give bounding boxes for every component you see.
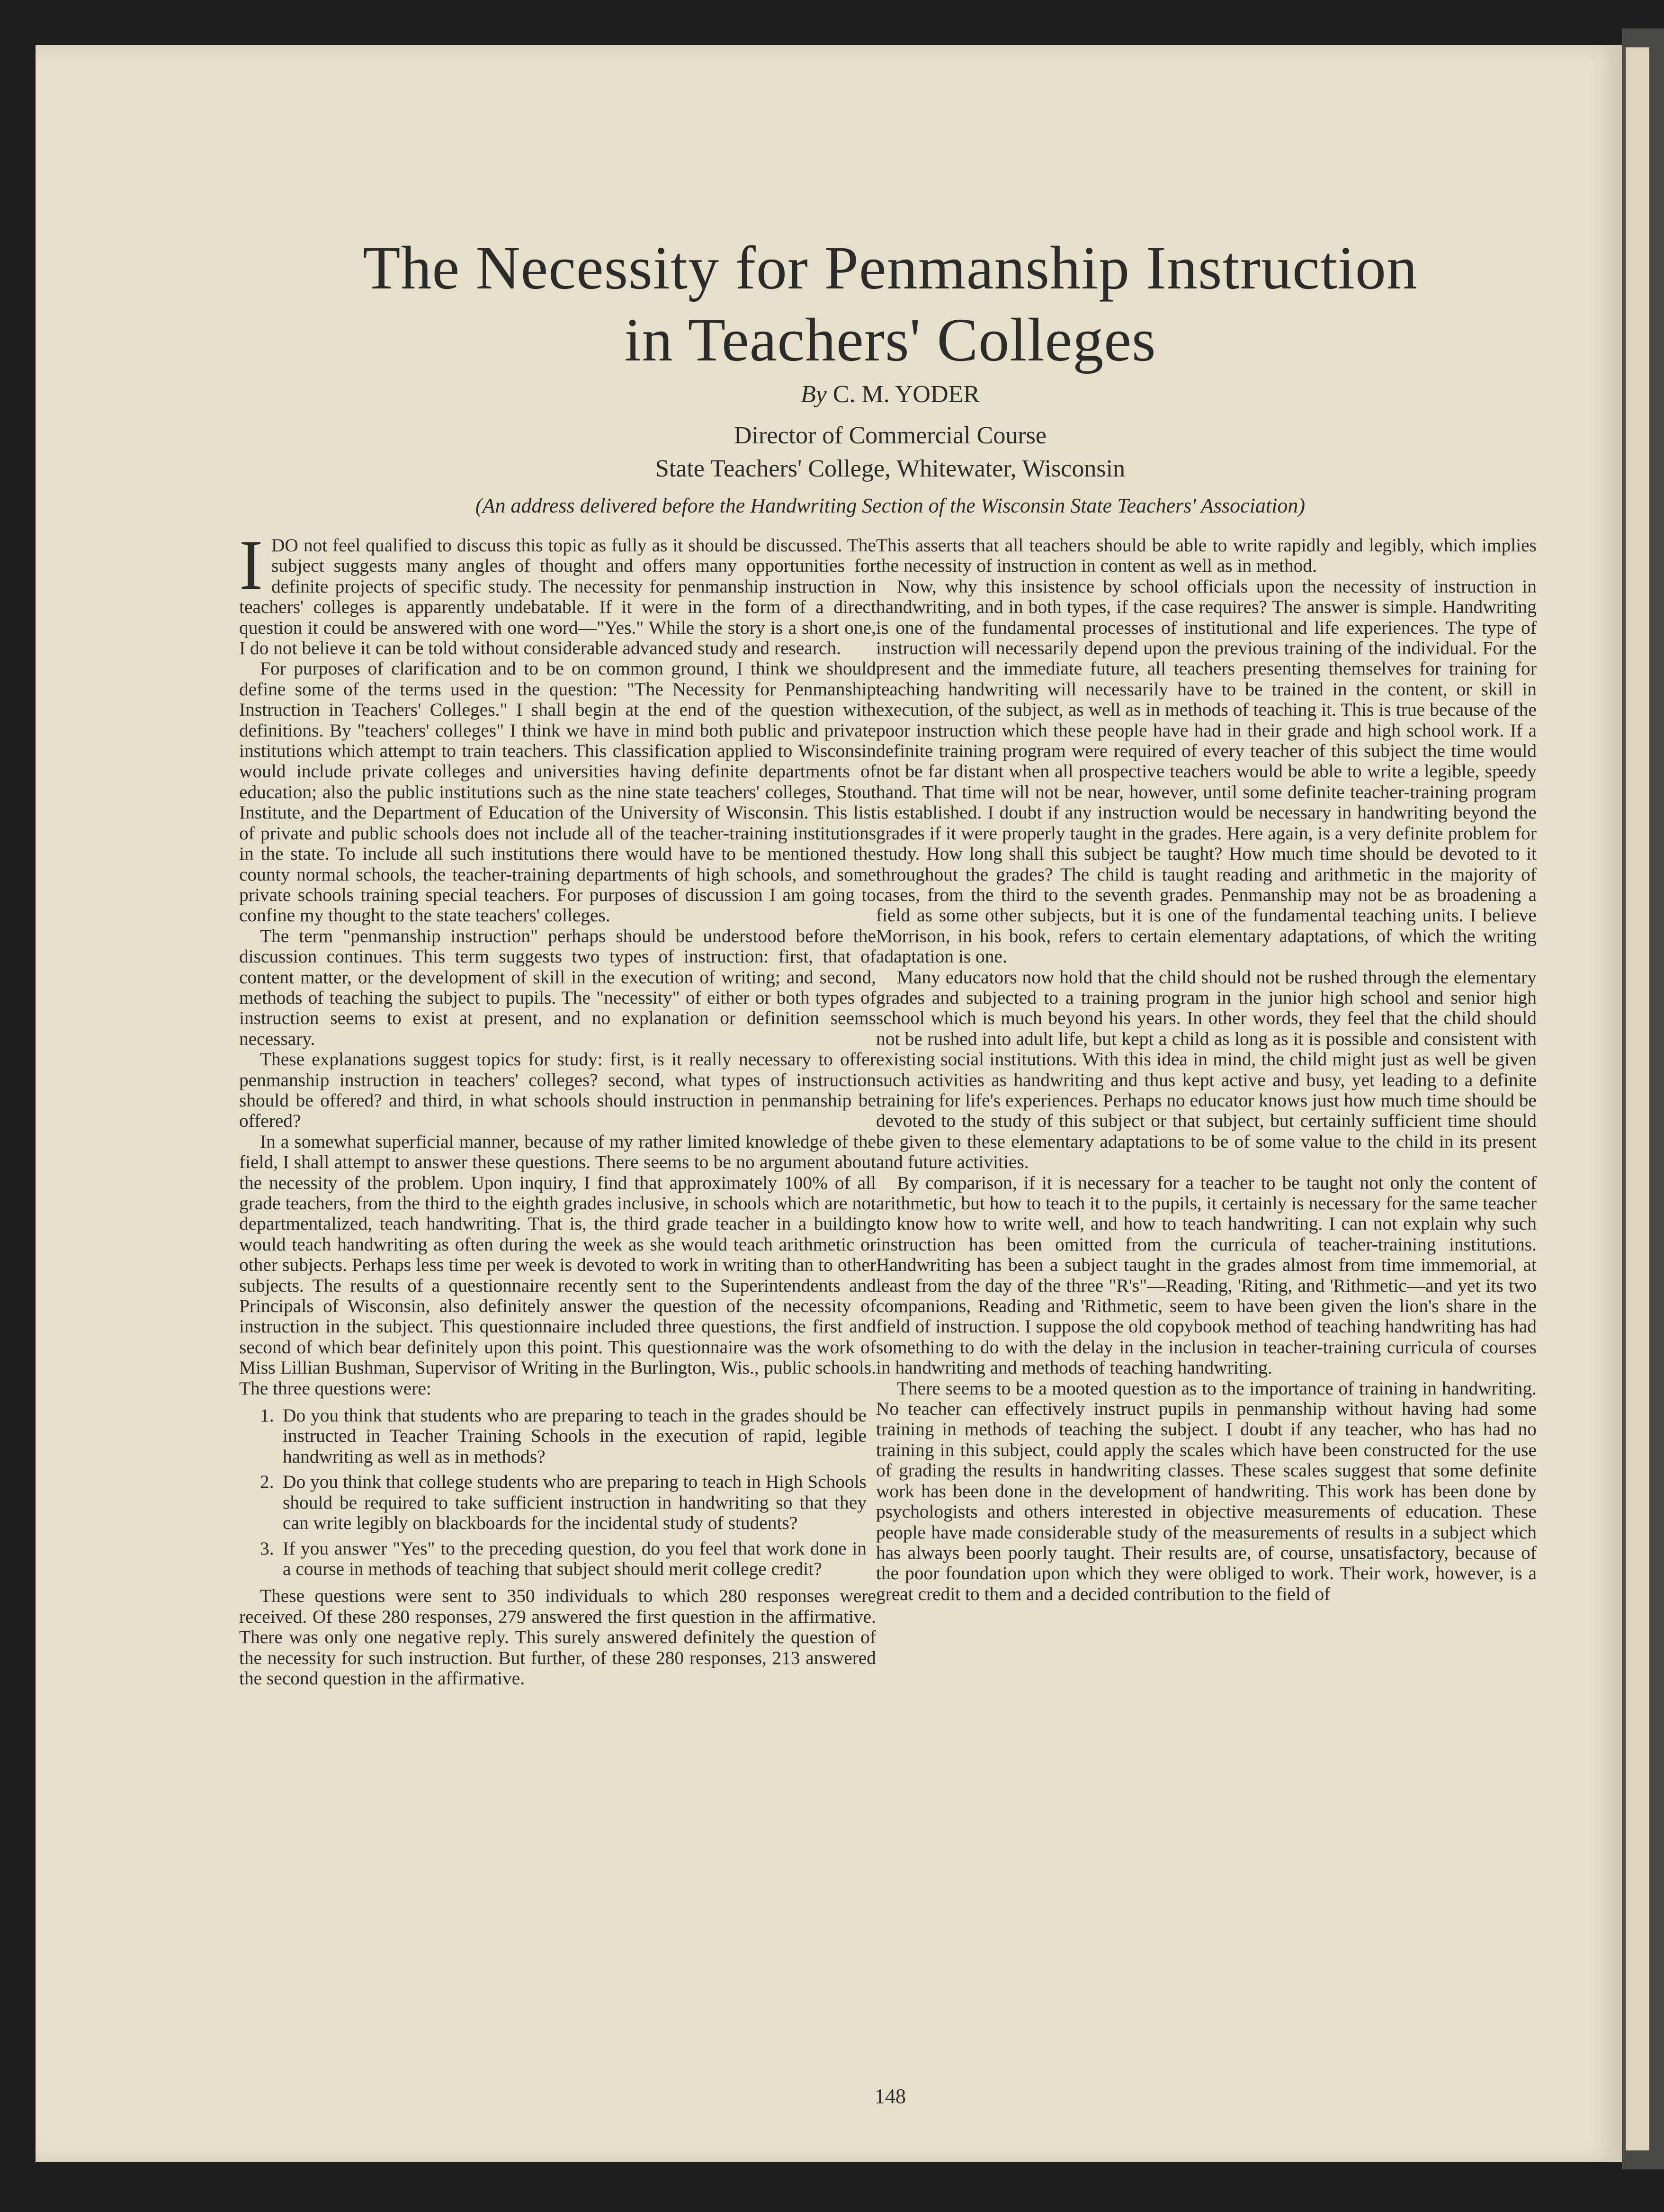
list-item [239, 1405, 876, 1467]
item-number: 3. [260, 1538, 274, 1559]
article-title [227, 232, 1553, 376]
paragraph [239, 526, 876, 659]
address-note: (An address delivered before the Handwriting Section of the Wisconsin State Teachers' Association) [475, 494, 1306, 517]
byline [227, 380, 1553, 409]
page-number: 148 [875, 2085, 906, 2108]
left-column [239, 526, 876, 1689]
title-line-2: in Teachers' Colleges [624, 306, 1156, 374]
paragraph: These explanations suggest topics for study: first, is it really necessary to offer penmanship instruction in teachers' colleges? second, what types of instruction should be offered? and third, in what schools should instruction in penmanship be offered? [239, 1049, 876, 1132]
item-text: Do you think that students who are preparing to teach in the grades should be instructed in Teacher Training Schools in the execution of rapid, legible handwriting as well as in methods? [283, 1405, 867, 1467]
questionnaire-list [239, 1405, 876, 1579]
paragraph: For purposes of clarification and to be on common ground, I think we should define some of the terms used in the question: "The Necessity for Penmanship Instruction in Teachers' Colleges." I shall begin at the end of the question with definitions. By "teachers' colleges" I think we have in mind both public and private institutions which attempt to train teachers. This classification applied to Wisconsin would include private colleges and universities having definite departments of education; also the public institutions such as the nine state teachers' colleges, Stout Institute, and the Department of Education of the University of Wisconsin. This list of private and public schools does not include all of the teacher-training institutions in the state. To include all such institutions there would have to be mentioned the county normal schools, the teacher-training departments of high schools, and some private schools training special teachers. For purposes of discussion I am going to confine my thought to the state teachers' colleges. [239, 658, 876, 926]
adjacent-page-paper [1626, 47, 1649, 2150]
paragraph: Now, why this insistence by school officials upon the necessity of instruction in handwriting, and in both types, if the case requires? The answer is simple. Handwriting is one of the fundamental processes of institutional and life experiences. The type of instruction will necessarily depend upon the previous training of the individual. For the present and the immediate future, all teachers presenting themselves for training for teaching handwriting will necessarily have to be trained in the content, or skill in execution, of the subject, as well as in methods of teaching it. This is true because of the poor instruction which these people have had in their grade and high school work. If a definite training program were required of every teacher of this subject the time would not be far distant when all prospective teachers would be able to write a legible, speedy hand. That time will not be near, however, until some definite teacher-training program is established. I doubt if any instruction would be necessary in handwriting beyond the grades if it were properly taught in the grades. Here again, is a very definite problem for study. How long shall this subject be taught? How much time should be devoted to it throughout the grades? The child is taught reading and arithmetic in the majority of cases, from the third to the seventh grades. Penmanship may not be as broadening a field as some other subjects, but it is one of the fundamental teaching units. I believe Morrison, in his book, refers to certain elementary adaptations, of which the writing adaptation is one. [876, 575, 1537, 967]
byline-prefix: By [801, 381, 827, 408]
paragraph-text: DO not feel qualified to discuss this topic as fully as it should be discussed. The subject suggests many angles of thought and offers many opportunities for definite projects of specific study. The necessity for penmanship instruction in teachers' colleges is apparently undebatable. If it were in the form of a direct question it could be answered with one word—"Yes." While the story is a short one, I do not believe it can be told without considerable advanced study and research. [239, 535, 876, 659]
adjacent-page-edge [1622, 28, 1664, 2169]
paragraph: These questions were sent to 350 individuals to which 280 responses were received. Of these 280 responses, 279 answered the first question in the affirmative. There was only one negative reply. This surely answered definitely the question of the necessity for such instruction. But further, of these 280 responses, 213 answered the second question in the affirmative. [239, 1585, 876, 1689]
affiliation-line-1: Director of Commercial Course [734, 422, 1047, 449]
paragraph: This asserts that all teachers should be able to write rapidly and legibly, which implies the necessity of instruction in content as well as in method. [876, 535, 1537, 576]
paragraph: Many educators now hold that the child should not be rushed through the elementary grades and subjected to a training program in the junior high school and senior high school which is much beyond his years. In other words, they feel that the child should not be rushed into adult life, but kept a child as long as it is possible and consistent with existing social institutions. With this idea in mind, the child might just as well be given such activities as handwriting and thus kept active and busy, yet leading to a definite training for life's experiences. Perhaps no educator knows just how much time should be devoted to the study of this subject or that subject, but certainly sufficient time should be given to these elementary adaptations to be of some value to the child in its present and future activities. [876, 966, 1537, 1173]
drop-cap: I [239, 526, 263, 604]
item-text: Do you think that college students who are preparing to teach in High Schools should be required to take sufficient instruction in handwriting so that they can write legibly on blackboards for the incidental study of students? [283, 1471, 867, 1534]
item-number: 1. [260, 1405, 274, 1426]
paragraph: By comparison, if it is necessary for a teacher to be taught not only the content of arithmetic, but how to teach it to the pupils, it certainly is necessary for the same teacher to know how to write well, and how to teach handwriting. I can not explain why such instruction has been omitted from the curricula of teacher-training institutions. Handwriting has been a subject taught in the grades almost from time immemorial, at least from the day of the three "R's"—Reading, 'Riting, and 'Rithmetic—and yet its two companions, Reading and 'Rithmetic, seem to have been given the lion's share in the field of instruction. I suppose the old copybook method of teaching handwriting has had something to do with the delay in the inclusion in teacher-training curricula of courses in handwriting and methods of teaching handwriting. [876, 1172, 1537, 1378]
right-column [876, 535, 1537, 1604]
list-item [239, 1472, 876, 1533]
page-sheet [36, 45, 1622, 2162]
title-line-1: The Necessity for Penmanship Instruction [363, 234, 1418, 302]
author-affiliation [227, 419, 1553, 486]
author-name: C. M. YODER [832, 381, 980, 408]
paragraph: The term "penmanship instruction" perhaps should be understood before the discussion continues. This term suggests two types of instruction: first, that of content matter, or the development of skill in the execution of writing; and second, methods of teaching the subject to pupils. The "necessity" of either or both types of instruction seems to exist at present, and no explanation or definition seems necessary. [239, 925, 876, 1049]
paragraph: In a somewhat superficial manner, because of my rather limited knowledge of the field, I shall attempt to answer these questions. There seems to be no argument about the necessity of the problem. Upon inquiry, I find that approximately 100% of all grade teachers, from the third to the eighth grades inclusive, in schools which are not departmentalized, teach handwriting. That is, the third grade teacher in a building would teach handwriting as often during the week as she would teach arithmetic or other subjects. Perhaps less time per week is devoted to work in writing than to other subjects. The results of a questionnaire recently sent to the Superintendents and Principals of Wisconsin, also definitely answer the question of the necessity of instruction in the subject. This questionnaire included three questions, the first and second of which bear definitely upon this point. This questionnaire was the work of Miss Lillian Bushman, Supervisor of Writing in the Burlington, Wis., public schools. The three questions were: [239, 1131, 876, 1399]
item-text: If you answer "Yes" to the preceding question, do you feel that work done in a course in methods of teaching that subject should merit college credit? [283, 1538, 867, 1579]
paragraph: There seems to be a mooted question as to the importance of training in handwriting. No teacher can effectively instruct pupils in penmanship without having had some training in methods of teaching the subject. I doubt if any teacher, who has had no training in this subject, could apply the scales which have been constructed for the use of grading the results in handwriting classes. These scales suggest that some definite work has been done in the development of handwriting. This work has been done by psychologists and others interested in objective measurements of education. These people have made considerable study of the measurements of results in a subject which has always been poorly taught. Their results are, of course, unsatisfactory, because of the poor foundation upon which they were obliged to work. Their work, however, is a great credit to them and a decided contribution to the field of [876, 1377, 1537, 1604]
item-number: 2. [260, 1471, 274, 1493]
affiliation-line-2: State Teachers' College, Whitewater, Wisconsin [655, 455, 1126, 482]
list-item [239, 1538, 876, 1580]
